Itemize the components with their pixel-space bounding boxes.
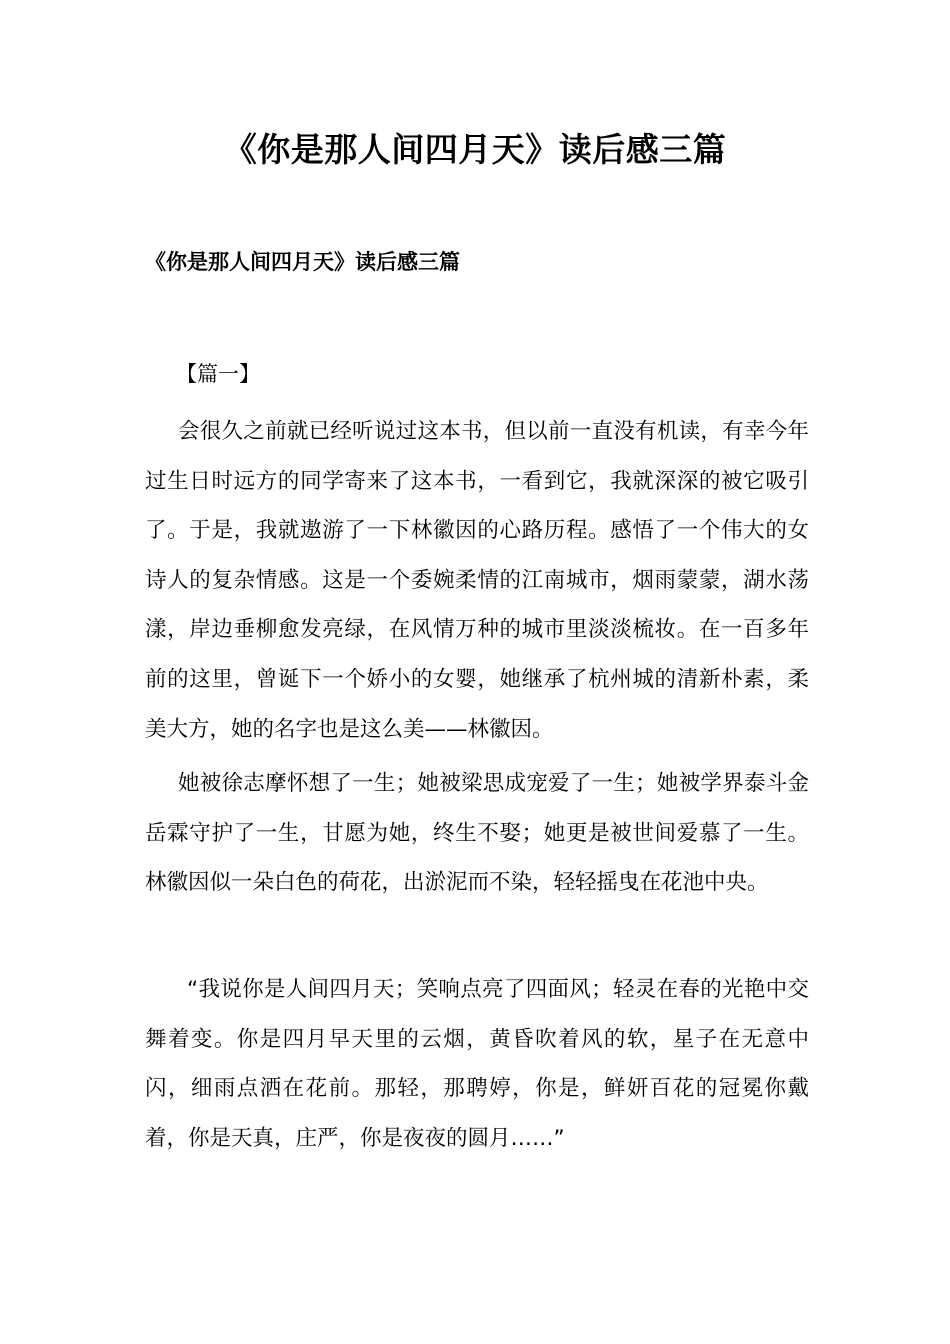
paragraph-2: 她被徐志摩怀想了一生；她被梁思成宠爱了一生；她被学界泰斗金岳霖守护了一生，甘愿为她，终生不娶；她更是被世间爱慕了一生。林徽因似一朵白色的荷花，出淤泥而不染，轻轻摇曳在花池中央。 — [145, 771, 809, 896]
paragraph-3-quote: “我说你是人间四月天；笑响点亮了四面风；轻灵在春的光艳中交舞着变。你是四月早天里的云烟，黄昏吹着风的软，星子在无意中闪，细雨点洒在花前。那轻，那聘婷，你是，鲜妍百花的冠冕你戴着，你是天真，庄严，你是夜夜的圆月……” — [145, 977, 809, 1151]
document-title: 《你是那人间四月天》读后感三篇 — [223, 130, 727, 169]
section-label: 【篇一】 — [176, 362, 260, 386]
document-subtitle: 《你是那人间四月天》读后感三篇 — [145, 250, 460, 274]
paragraph-1: 会很久之前就已经听说过这本书，但以前一直没有机读，有幸今年过生日时远方的同学寄来了这本书，一看到它，我就深深的被它吸引了。于是，我就遨游了一下林徽因的心路历程。感悟了一个伟大的女诗人的复杂情感。这是一个委婉柔情的江南城市，烟雨蒙蒙，湖水荡漾，岸边垂柳愈发亮绿，在风情万种的城市里淡淡梳妆。在一百多年前的这里，曾诞下一个娇小的女婴，她继承了杭州城的清新朴素，柔美大方，她的名字也是这么美——林徽因。 — [145, 419, 809, 742]
